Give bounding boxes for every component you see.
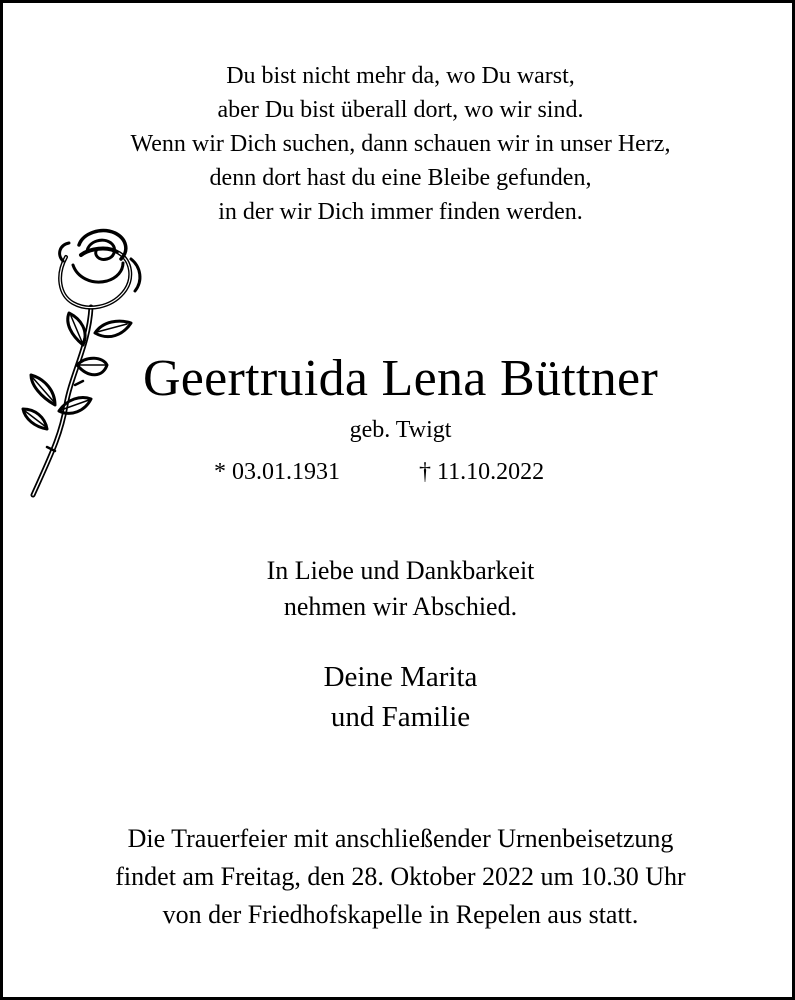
poem-line: denn dort hast du eine Bleibe gefunden, [209, 165, 592, 191]
poem-line: Wenn wir Dich suchen, dann schauen wir in unser Herz, [130, 131, 671, 157]
signoff-line: Deine Marita [323, 661, 478, 693]
birth-date: * 03.01.1931 [214, 459, 340, 485]
ceremony-line: von der Friedhofskapelle in Repelen aus statt. [162, 900, 639, 929]
life-dates [3, 457, 795, 487]
farewell-line: nehmen wir Abschied. [283, 592, 518, 621]
poem-line: aber Du bist überall dort, wo wir sind. [217, 97, 584, 123]
ceremony-line: Die Trauerfeier mit anschließender Urnenbeisetzung [127, 824, 674, 853]
death-date: † 11.10.2022 [419, 459, 545, 485]
maiden-name: geb. Twigt [349, 417, 452, 443]
poem-line: in der wir Dich immer finden werden. [218, 199, 583, 225]
poem-line: Du bist nicht mehr da, wo Du warst, [226, 63, 575, 89]
ceremony-line: findet am Freitag, den 28. Oktober 2022 um 10.30 Uhr [115, 862, 686, 891]
farewell-line: In Liebe und Dankbarkeit [266, 556, 535, 585]
signoff-line: und Familie [330, 701, 471, 733]
deceased-name: Geertruida Lena Büttner [142, 350, 659, 407]
